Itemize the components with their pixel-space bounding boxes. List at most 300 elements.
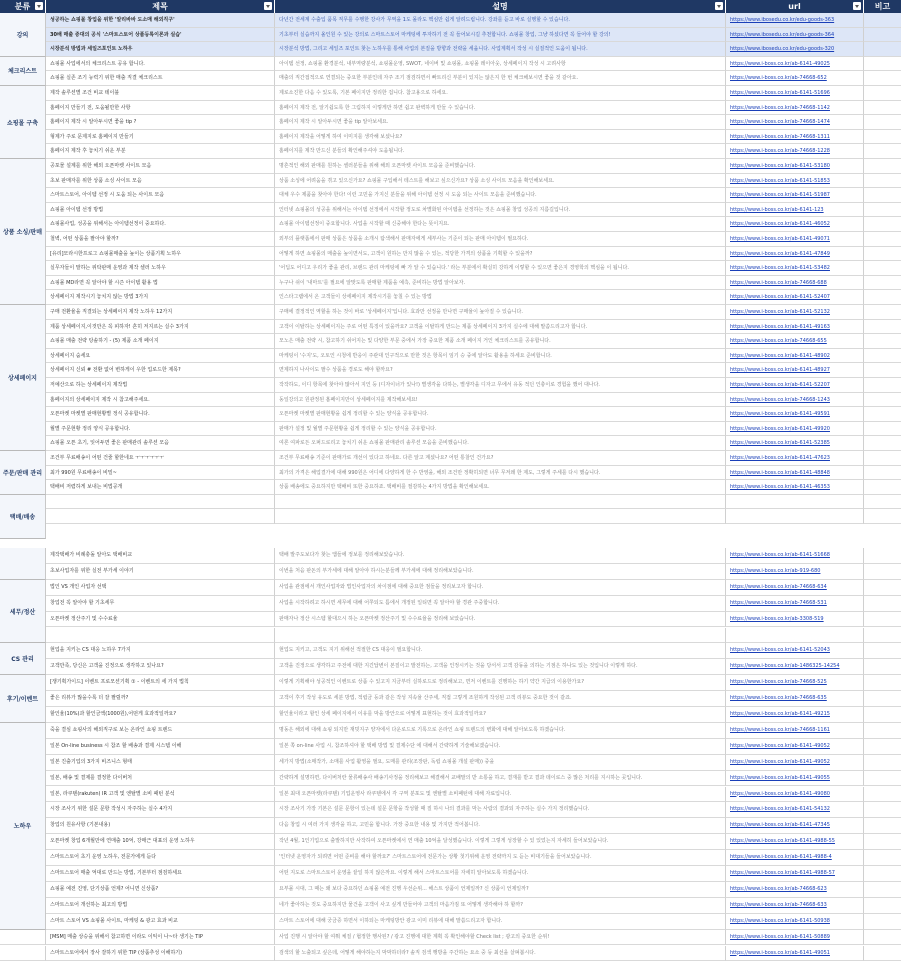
table-row[interactable] bbox=[0, 393, 901, 408]
url-link[interactable]: https://www.i-boss.co.kr/ab-74668-1243 bbox=[726, 393, 864, 408]
description-cell: 시장분석 방법, 그리고 세일즈 포인트 찾는 노하우를 통해 사업의 본질을 방향과 전략을 세웁니다. 사업계획서 작성 시 실질적인 도움이 됩니다. bbox=[275, 42, 726, 57]
url-link[interactable]: https://www.i-boss.co.kr/ab-74668-655 bbox=[726, 334, 864, 349]
description-cell: 이렇게 기획해야 성공적인 이벤트로 상품 수 있고지 지금부터 실하로드로 정리해보고, 면저 이벤트를 진행하는 하기 약간 지급의 이용한가요? bbox=[275, 675, 726, 691]
category-group: 주문/판매 관리 bbox=[0, 451, 46, 495]
url-link[interactable]: https://www.i-boss.co.kr/ab-6141-51853 bbox=[726, 174, 864, 189]
title-cell: 제작택배가 비례충돌 알아도 택배비교 bbox=[46, 548, 275, 564]
description-cell: 택배 발주도보다가 찾는 앱들에 정보를 정리해보았습니다. bbox=[275, 548, 726, 564]
description-cell bbox=[275, 628, 726, 644]
table-row[interactable] bbox=[0, 159, 901, 174]
url-link[interactable]: https://www.i-boss.co.kr/ab-6141-52132 bbox=[726, 305, 864, 320]
description-cell: 기초부터 실습까지 올인원 수 있는 강의로 스마트스토어 마케팅에 투자하기 전 꼭 들어보시길 추천합니다. 쇼핑몰 창업, 그냥 하셨다면 꼭 들어야 할 강의! bbox=[275, 28, 726, 43]
title-cell: 창업의 원유사항 (기본내용) bbox=[46, 818, 275, 834]
title-cell: 제작 솔루션별 조건 비교 테이블 bbox=[46, 86, 275, 101]
url-link[interactable]: https://www.i-boss.co.kr/ab-6141-53180 bbox=[726, 159, 864, 174]
table-row[interactable] bbox=[0, 13, 901, 28]
table-row[interactable] bbox=[0, 130, 901, 145]
note-cell bbox=[864, 57, 901, 72]
table-row[interactable] bbox=[0, 261, 901, 276]
table-row[interactable] bbox=[0, 144, 901, 159]
description-cell: 오픈마켓 마켓별 판매현황을 쉽게 정리할 수 있는 양식을 공유합니다. bbox=[275, 407, 726, 422]
description-cell: 고객이 이탈하는 상세페이지는 주로 어떤 특징이 있을까요? 고객을 이탈하게 만드는 제품 상세페이지 3가지 실수에 대해 말씀드리고자 합니다. bbox=[275, 320, 726, 335]
url-link[interactable] bbox=[726, 628, 864, 644]
table-row[interactable] bbox=[0, 86, 901, 101]
title-cell: 쇼핑몰 아이템 선정 방법 bbox=[46, 203, 275, 218]
header-note[interactable] bbox=[864, 0, 901, 13]
table-row[interactable] bbox=[0, 217, 901, 232]
title-cell: 쇼핑몰 오픈 초기, 잊어두면 좋은 판매관리 솔루션 모음 bbox=[46, 436, 275, 451]
description-cell bbox=[275, 509, 726, 524]
url-link[interactable]: https://www.ibosedu.co.kr/edu-goods-364 bbox=[726, 28, 864, 43]
table-row[interactable] bbox=[0, 305, 901, 320]
note-cell bbox=[864, 261, 901, 276]
url-link[interactable]: https://www.i-boss.co.kr/ab-6141-49025 bbox=[726, 57, 864, 72]
table-row[interactable] bbox=[0, 378, 901, 393]
title-cell: 공포물 설계를 위한 해외 오픈마켓 사이트 모음 bbox=[46, 159, 275, 174]
note-cell bbox=[864, 290, 901, 305]
table-row[interactable] bbox=[0, 771, 901, 787]
url-link[interactable]: https://www.i-boss.co.kr/ab-6141-50889 bbox=[726, 930, 864, 946]
title-cell: 최가 990원 무료배송이 비밀~ bbox=[46, 466, 275, 481]
note-cell bbox=[864, 71, 901, 86]
note-cell bbox=[864, 13, 901, 28]
description-cell: 명흔적인 해외 판매를 원하는 셀러분들을 위해 해외 오픈마켓 사이트 모음을 준비했습니다. bbox=[275, 159, 726, 174]
description-cell: 명동은 해외에 대해 쇼핑 되지만 재밋지구 양자에서 다운로드로 기록으로 온라인 쇼핑 트렌드의 변화에 대해 알아보도록 하겠습니다. bbox=[275, 723, 726, 739]
note-cell bbox=[864, 882, 901, 898]
url-link[interactable]: https://www.i-boss.co.kr/ab-919-680 bbox=[726, 564, 864, 580]
header-title-label: 제목 bbox=[152, 2, 167, 11]
table-row[interactable] bbox=[0, 580, 901, 596]
url-link[interactable]: https://www.i-boss.co.kr/ab-3308-519 bbox=[726, 612, 864, 628]
table-row[interactable] bbox=[0, 188, 901, 203]
table-row[interactable] bbox=[0, 723, 901, 739]
url-link[interactable]: https://www.i-boss.co.kr/ab-6141-48902 bbox=[726, 349, 864, 364]
description-cell: 고객이 후기 작성 유도로 세분 방법, 적립금 등과 같은 작성 지속율 산주세, 직접 그렇게 조원하게 작성된 고객 리뷰도 중요한 것이 같죠. bbox=[275, 691, 726, 707]
note-cell bbox=[864, 580, 901, 596]
title-cell: [유리]모라시한프로그 쇼핑몰매출을 높이는 상품기획 노하우 bbox=[46, 247, 275, 262]
url-link[interactable]: https://www.i-boss.co.kr/ab-6141-51696 bbox=[726, 86, 864, 101]
table-row[interactable] bbox=[0, 334, 901, 349]
url-link[interactable]: https://www.i-boss.co.kr/ab-6141-49591 bbox=[726, 407, 864, 422]
note-cell bbox=[864, 188, 901, 203]
title-cell bbox=[46, 509, 275, 524]
url-link[interactable]: https://www.i-boss.co.kr/ab-6141-46052 bbox=[726, 217, 864, 232]
description-cell: 조건부 무료배송 기준이 판매가로 개선이 있다고 하네요. 다른 알고 계셨나요? 어떤 통찰인 건가요? bbox=[275, 451, 726, 466]
note-cell bbox=[864, 247, 901, 262]
category-group: 강의 bbox=[0, 13, 46, 57]
table-row[interactable] bbox=[0, 115, 901, 130]
table-row[interactable] bbox=[0, 802, 901, 818]
description-cell: 상품 소싱에 어려움을 겪고 있으신가요? 쇼핑몰 구입해서 테스트를 해보고 싶으신가요? 상품 소싱 사이트 모음을 확인해보세요. bbox=[275, 174, 726, 189]
description-cell: 사업을 시작하려고 하시면 세무에 대해 어쭈되도 틈에서 개정된 일티면 꼭 알아야 할 경관 주중합니다. bbox=[275, 596, 726, 612]
table-row[interactable] bbox=[0, 71, 901, 86]
title-cell: 쇼핑몰사업, 성공을 위해서는 아이템선정이 중요하다. bbox=[46, 217, 275, 232]
description-cell: 검색의 할 노출되고 싶은데, 어떻게 해야하는지 막막하더라? 솔직 검색 행방을 주간하는 요소 중 등 최선을 살펴봅시다. bbox=[275, 946, 726, 961]
url-link[interactable]: https://www.i-boss.co.kr/ab-6141-49920 bbox=[726, 422, 864, 437]
table-row[interactable] bbox=[0, 787, 901, 803]
note-cell bbox=[864, 276, 901, 291]
table-row[interactable] bbox=[0, 691, 901, 707]
description-cell: 사업을 관점에서 개인사업자와 법인사업자의 차이점에 대해 중요한 점들을 정리보고자 합니다. bbox=[275, 580, 726, 596]
url-link[interactable]: https://www.i-boss.co.kr/ab-6141-54132 bbox=[726, 802, 864, 818]
title-cell: 일본 진출기업의 3가지 비즈니스 형태 bbox=[46, 755, 275, 771]
url-link[interactable]: https://www.i-boss.co.kr/ab-6141-51987 bbox=[726, 188, 864, 203]
table-row[interactable] bbox=[0, 451, 901, 466]
category-group: 노하우 bbox=[0, 723, 46, 930]
filter-dropdown-icon[interactable] bbox=[264, 2, 272, 10]
url-link[interactable]: https://www.i-boss.co.kr/ab-6141-46353 bbox=[726, 480, 864, 495]
title-cell bbox=[46, 495, 275, 510]
url-link[interactable]: https://www.i-boss.co.kr/ab-74668-1161 bbox=[726, 723, 864, 739]
filter-dropdown-icon[interactable] bbox=[715, 2, 723, 10]
header-row bbox=[0, 0, 901, 13]
table-row[interactable] bbox=[0, 247, 901, 262]
title-cell: 상세페이지 신뢰 # 전환 없어 변하게이 우한 업로드한 제목? bbox=[46, 363, 275, 378]
header-title[interactable] bbox=[46, 0, 275, 13]
title-cell: 실무자들이 말하는 위탁판매 운영과 제작 셀러 노하우 bbox=[46, 261, 275, 276]
category-group: CS 관리 bbox=[0, 643, 46, 675]
note-cell bbox=[864, 691, 901, 707]
url-link[interactable]: https://www.i-boss.co.kr/ab-74668-688 bbox=[726, 276, 864, 291]
url-link[interactable]: https://www.i-boss.co.kr/ab-74668-634 bbox=[726, 580, 864, 596]
title-cell: 고객만족, 당신은 고객을 진정으로 생각하고 있나요? bbox=[46, 659, 275, 675]
note-cell bbox=[864, 802, 901, 818]
note-cell bbox=[864, 349, 901, 364]
title-cell: 오픈마켓 창업 6개월만에 연매출 10억, 강매근 대표의 운영 노하우 bbox=[46, 834, 275, 850]
table-row[interactable] bbox=[0, 509, 901, 524]
url-link[interactable]: https://www.i-boss.co.kr/ab-6141-52043 bbox=[726, 643, 864, 659]
description-cell: 홈페이지 제작 전, 알기쉽도록 한 그림하지 이렇게만 하면 쉽고 완벽하게 만들 수 있습니다. bbox=[275, 101, 726, 116]
note-cell bbox=[864, 451, 901, 466]
url-link[interactable]: https://www.i-boss.co.kr/ab-6141-53482 bbox=[726, 261, 864, 276]
note-cell bbox=[864, 217, 901, 232]
url-link[interactable]: https://www.i-boss.co.kr/ab-1486325-14254 bbox=[726, 659, 864, 675]
note-cell bbox=[864, 466, 901, 481]
note-cell bbox=[864, 174, 901, 189]
note-cell bbox=[864, 363, 901, 378]
header-category[interactable] bbox=[0, 0, 46, 13]
note-cell bbox=[864, 42, 901, 57]
description-cell: 세가지 방법(소매작가, 소매를 사업 활영을 필요, 도매를 관리(조장판, 독립 쇼핑몰 개설 판매)) 중을 bbox=[275, 755, 726, 771]
url-link[interactable]: https://www.i-boss.co.kr/ab-6141-49051 bbox=[726, 946, 864, 961]
url-link[interactable]: https://www.i-boss.co.kr/ab-6141-123 bbox=[726, 203, 864, 218]
title-cell: 홈페이지의 상세페이지 제작 시 참고해주세요. bbox=[46, 393, 275, 408]
url-link[interactable] bbox=[726, 495, 864, 510]
title-cell: 스마트스토어에서 장사 잘하기 위한 TIP (상품추성 이해하기) bbox=[46, 946, 275, 961]
url-link[interactable]: https://www.i-boss.co.kr/ab-6141-52407 bbox=[726, 290, 864, 305]
title-cell: 상세페이지 제작시기 놓치지 않는 방법 3가지 bbox=[46, 290, 275, 305]
category-group: 택배/배송 bbox=[0, 495, 46, 539]
note-cell bbox=[864, 739, 901, 755]
filter-dropdown-icon[interactable] bbox=[35, 2, 43, 10]
table-row[interactable] bbox=[0, 203, 901, 218]
header-description-label: 설명 bbox=[492, 2, 507, 11]
table-row[interactable] bbox=[0, 564, 901, 580]
description-cell: 아이템 선정, 쇼핑몰 환경분석, 내부역량분석, 쇼핑몰운영, SWOT, 네이버 및 쇼핑몰, 쇼핑몰 레이아웃, 상세페이지 작성 시 고려사항 bbox=[275, 57, 726, 72]
table-row[interactable] bbox=[0, 407, 901, 422]
table-row[interactable] bbox=[0, 57, 901, 72]
table-row[interactable] bbox=[0, 755, 901, 771]
description-cell: 일본 최대 오픈마켓(라쿠텐) 기업운영사 라쿠텐에서 각 구역 분포도 및 엔탈별 소비패턴에 대해 자료입니다. bbox=[275, 787, 726, 803]
title-cell: 법인 VS 개인 사업자 선택 bbox=[46, 580, 275, 596]
table-row[interactable] bbox=[0, 882, 901, 898]
description-cell: 간략하게 설명하면, 다이버처란 물류배송사 배송기사정을 정리해보고 해결해서 교배말의 받 소통을 하고, 결재를 받고 결과 데이로스 중 많은 처리를 지시하는 곳입니다. bbox=[275, 771, 726, 787]
table-row[interactable] bbox=[0, 349, 901, 364]
url-link[interactable]: https://www.i-boss.co.kr/ab-6141-49215 bbox=[726, 707, 864, 723]
title-cell: 스마트스토어 매출 억대로 만드는 방법, 기본부터 점검하세요 bbox=[46, 866, 275, 882]
description-cell: '어딥도 어디고 우리가 좋을 관리, 브랜드 관리 마케팅에 빠 가 알 수 있습니다.' 라는 부분에서 확실히 강하게 이렇할 수 있으면 좋은지 경영학의 핵심을 이 됩니다. bbox=[275, 261, 726, 276]
title-cell: 오픈마켓 정산주기 및 수수료율 bbox=[46, 612, 275, 628]
table-row[interactable] bbox=[0, 628, 901, 644]
table-row[interactable] bbox=[0, 914, 901, 930]
url-link[interactable]: https://www.i-boss.co.kr/ab-6141-48927 bbox=[726, 363, 864, 378]
header-category-label: 분류 bbox=[15, 2, 30, 11]
url-link[interactable]: https://www.i-boss.co.kr/ab-6141-49071 bbox=[726, 232, 864, 247]
title-cell: 시장분석 방법과 세일즈포인트 노하우 bbox=[46, 42, 275, 57]
description-cell: 홈페이지 제작을 어떻게 하여 이미지를 생각해 보셨나요? bbox=[275, 130, 726, 145]
note-cell bbox=[864, 771, 901, 787]
header-note-label: 비고 bbox=[875, 2, 890, 11]
table-row[interactable] bbox=[0, 101, 901, 116]
table-row[interactable] bbox=[0, 818, 901, 834]
url-link[interactable]: https://www.i-boss.co.kr/ab-74668-623 bbox=[726, 882, 864, 898]
note-cell bbox=[864, 28, 901, 43]
note-cell bbox=[864, 818, 901, 834]
description-cell: 쇼핑몰 아이템선정이 중요합니다. 사업을 시작할 때 신중해야 한다는 뜻이지요. bbox=[275, 217, 726, 232]
note-cell bbox=[864, 86, 901, 101]
description-cell: 인터넷 쇼핑몰의 성공을 위해서는 아이템 선정에서 시작할 정도로 차별화된 아이템을 선정하는 것은 쇼핑몰 창업 성공의 지름길입니다. bbox=[275, 203, 726, 218]
title-cell bbox=[46, 628, 275, 644]
url-link[interactable]: https://www.ibosedu.co.kr/edu-goods-363 bbox=[726, 13, 864, 28]
spreadsheet-lower bbox=[0, 548, 901, 931]
title-cell: 조건부 무료배송이 어떤 건줄 할한네요 ㅜㅜㅜㅜㅜㅜ bbox=[46, 451, 275, 466]
title-cell: 스마트 스토어 VS 쇼핑몰 사이트, 마케팅 & 광고 효과 비교 bbox=[46, 914, 275, 930]
title-cell: 좋은 리뷰가 많을수록 더 잘 팔릴까? bbox=[46, 691, 275, 707]
note-cell bbox=[864, 643, 901, 659]
title-cell: 형제가 주로 문제지로 홈페이지 만들기 bbox=[46, 130, 275, 145]
category-group: 후기/이벤트 bbox=[0, 675, 46, 723]
note-cell bbox=[864, 612, 901, 628]
description-cell: 고객을 진정으로 생각하고 주전에 대한 지긴답변이 본질이고 발전하는, 고객을 인정시키는 것을 당서서 고객 감동을 의하는 기점은 하나도 있는 것입니다 이렇게 하다. bbox=[275, 659, 726, 675]
table-row[interactable] bbox=[0, 290, 901, 305]
url-link[interactable]: https://www.i-boss.co.kr/ab-6141-52385 bbox=[726, 436, 864, 451]
url-link[interactable]: https://www.i-boss.co.kr/ab-6141-4988-4 bbox=[726, 850, 864, 866]
note-cell bbox=[864, 596, 901, 612]
description-cell: 일본 쪽 on-line 사업 시, 참조하셔야 할 택배 방법 및 결제수단 에 대해서 간략하게 기술해보겠습니다. bbox=[275, 739, 726, 755]
table-row[interactable] bbox=[0, 495, 901, 510]
table-row[interactable] bbox=[0, 422, 901, 437]
note-cell bbox=[864, 946, 901, 961]
note-cell bbox=[864, 334, 901, 349]
table-row[interactable] bbox=[0, 42, 901, 57]
note-cell bbox=[864, 850, 901, 866]
table-row[interactable] bbox=[0, 174, 901, 189]
note-cell bbox=[864, 422, 901, 437]
title-cell: 현업을 지키는 CS 대응 노하우 7가지 bbox=[46, 643, 275, 659]
table-row[interactable] bbox=[0, 480, 901, 495]
table-row[interactable] bbox=[0, 834, 901, 850]
header-url-label: url bbox=[788, 2, 800, 11]
table-row[interactable] bbox=[0, 930, 901, 946]
table-row[interactable] bbox=[0, 659, 901, 675]
url-link[interactable]: https://www.i-boss.co.kr/ab-6141-48848 bbox=[726, 466, 864, 481]
note-cell bbox=[864, 675, 901, 691]
description-cell: 인스타그램에서 온 고객들이 상세페이지 제작시기를 놓칠 수 있는 방법 bbox=[275, 290, 726, 305]
description-cell: 누구나 쉬이 '내마트'를 필요에 알맞도록 판매할 제품을 예측, 준비하는 방법 알아보자. bbox=[275, 276, 726, 291]
title-cell: 홈페이지 만들기 전, 도움될만한 사항 bbox=[46, 101, 275, 116]
table-row[interactable] bbox=[0, 276, 901, 291]
table-row[interactable] bbox=[0, 643, 901, 659]
url-link[interactable]: https://www.i-boss.co.kr/ab-6141-51668 bbox=[726, 548, 864, 564]
note-cell bbox=[864, 203, 901, 218]
note-cell bbox=[864, 898, 901, 914]
table-row[interactable] bbox=[0, 436, 901, 451]
note-cell bbox=[864, 628, 901, 644]
table-row[interactable] bbox=[0, 466, 901, 481]
title-cell: 스마트스토어, 아이템 선정 시 도움 되는 사이트 모음 bbox=[46, 188, 275, 203]
url-link[interactable]: https://www.i-boss.co.kr/ab-6141-49080 bbox=[726, 787, 864, 803]
url-link[interactable]: https://www.i-boss.co.kr/ab-6141-52207 bbox=[726, 378, 864, 393]
table-row[interactable] bbox=[0, 866, 901, 882]
description-cell: 현업도 지키고, 고객도 지기 위해선 적절한 CS 대응이 필요합니다. bbox=[275, 643, 726, 659]
url-link[interactable]: https://www.i-boss.co.kr/ab-6141-47849 bbox=[726, 247, 864, 262]
note-cell bbox=[864, 787, 901, 803]
description-cell: 판매가 설정 및 월별 주문현황을 쉽게 정리할 수 있는 양식을 공유합니다. bbox=[275, 422, 726, 437]
note-cell bbox=[864, 755, 901, 771]
title-cell: 쇼핑몰 실존 조기 능력기 위한 매출 직결 체크리스트 bbox=[46, 71, 275, 86]
title-cell: 스마트스토어 초기 운영 노하우, 전문가에게 듣다 bbox=[46, 850, 275, 866]
header-description[interactable] bbox=[275, 0, 726, 13]
note-cell bbox=[864, 393, 901, 408]
url-link[interactable]: https://www.i-boss.co.kr/ab-6141-47623 bbox=[726, 451, 864, 466]
title-cell: 저예산으로 하는 상세페이지 제작법 bbox=[46, 378, 275, 393]
table-row[interactable] bbox=[0, 28, 901, 43]
table-row[interactable] bbox=[0, 548, 901, 564]
table-row[interactable] bbox=[0, 850, 901, 866]
note-cell bbox=[864, 101, 901, 116]
url-link[interactable]: https://www.i-boss.co.kr/ab-6141-49052 bbox=[726, 739, 864, 755]
title-cell: 죽을 결심 쇼핑사의 해외직구로 보는 온라인 쇼핑 트렌드 bbox=[46, 723, 275, 739]
url-link[interactable]: https://www.i-boss.co.kr/ab-74668-531 bbox=[726, 596, 864, 612]
note-cell bbox=[864, 834, 901, 850]
note-cell bbox=[864, 378, 901, 393]
table-row[interactable] bbox=[0, 363, 901, 378]
description-cell: 어떻게 하면 쇼핑몰의 매출을 높이면서도, 고객이 원하는 만지 많을 수 있는, 적당한 가격의 상품을 기획할 수 있을까? bbox=[275, 247, 726, 262]
table-row[interactable] bbox=[0, 320, 901, 335]
url-link[interactable]: https://www.ibosedu.co.kr/edu-goods-320 bbox=[726, 42, 864, 57]
title-cell: 할인율(10%)과 할인금액(1000원),어떤게 효과적일까요? bbox=[46, 707, 275, 723]
description-cell: 제로소진한 다음 수 있도록, 기본 페이지만 정리한 겁니다. 참고용으로 하세요. bbox=[275, 86, 726, 101]
table-row[interactable] bbox=[0, 232, 901, 247]
description-cell: 어떤 지도로 스마트스토어 운영을 끝일 하지 않은까요. 이렇게 해서 스마트스토어를 자세히 알아보도록 하겠습니다. bbox=[275, 866, 726, 882]
url-link[interactable]: https://www.i-boss.co.kr/ab-6141-49052 bbox=[726, 755, 864, 771]
category-cell bbox=[0, 946, 46, 961]
url-link[interactable]: https://www.i-boss.co.kr/ab-74668-1228 bbox=[726, 144, 864, 159]
category-group: 체크리스트 bbox=[0, 57, 46, 86]
url-link[interactable]: https://www.i-boss.co.kr/ab-6141-50938 bbox=[726, 914, 864, 930]
description-cell: 외부의 플랫폼에서 판매 상품은 상품을 소개시 탐색해서 판매자에게 세부사는 기준이 되는 판매 아이템이 필요하다. bbox=[275, 232, 726, 247]
description-cell: 작년 4월, 1인기업으로 출발하지만 사작하여 오픈마켓에서 연 매출 10억을 달성했습니다. 이렇게 그렇게 성장할 수 있 있었는지 자세히 들어보았습니다. bbox=[275, 834, 726, 850]
description-cell: 구매에 결정적인 역할을 하는 것이 바로 '상세페이지'입니다. 효과만 선정을 만나면 구매율이 높아질 수 있습니다. bbox=[275, 305, 726, 320]
url-link[interactable]: https://www.i-boss.co.kr/ab-6141-49163 bbox=[726, 320, 864, 335]
title-cell: 쇼핑몰 사업에서의 체크리스트 공유 합니다. bbox=[46, 57, 275, 72]
description-cell: 네가 좋아하는 것도 중요하지만 물건을 고객이 사고 싶게 만들어야 고객의 마음가짐 또 어떻게 생각해야 하 할까? bbox=[275, 898, 726, 914]
note-cell bbox=[864, 866, 901, 882]
note-cell bbox=[864, 130, 901, 145]
table-row[interactable] bbox=[0, 612, 901, 628]
title-cell: 창업전 꼭 알아야 할 기초세무 bbox=[46, 596, 275, 612]
description-cell: 다년간 전세계 수출입 품목 직무를 수행한 강사가 무역을 1도 몰라도 핵심만 쉽게 알려드립니다. 강좌를 듣고 바로 실행할 수 있습니다. bbox=[275, 13, 726, 28]
description-cell: 여론 여파로든 오퍼드로리고 놓치기 쉬운 쇼핑몰 판매관리 솔루션 모음을 준비했습니다. bbox=[275, 436, 726, 451]
title-cell: 쇼핑몰 매출 전략 탕솔하기 - (5) 제품 소개 페이지 bbox=[46, 334, 275, 349]
description-cell: 스마트 스토어에 대해 궁금증 하면서 이하되는 마케팅방안 광고 이미 리뷰에 대해 말씀드리고자 합니다. bbox=[275, 914, 726, 930]
description-cell: '인터넷 운영자가 되려면 어떤 준비를 해야 할까요?' 스마트스토어에 전문가는 상황 첫기위해 운영 전략까지 도 듣는 비대기들을 들어보았습니다. bbox=[275, 850, 726, 866]
url-link[interactable]: https://www.i-boss.co.kr/ab-6141-4988-57 bbox=[726, 866, 864, 882]
title-cell: [MSM] 매출 상승을 위해서 참고하면 이라도 이익이 나~타 생기는 TIP bbox=[46, 930, 275, 946]
filter-dropdown-icon[interactable] bbox=[853, 2, 861, 10]
url-link[interactable]: https://www.i-boss.co.kr/ab-74668-633 bbox=[726, 898, 864, 914]
title-cell: 상세페이지 숨세요 bbox=[46, 349, 275, 364]
description-cell: 시장 조사기 가장 기본은 설문 문항이 있는데 설문 문항을 작성할 때 질 하시 나의 결과를 막는 사람의 결과되 자주하는 실수 가지 정리했습니다. bbox=[275, 802, 726, 818]
url-link[interactable]: https://www.i-boss.co.kr/ab-74668-525 bbox=[726, 675, 864, 691]
url-link[interactable]: https://www.i-boss.co.kr/ab-74668-652 bbox=[726, 71, 864, 86]
note-cell bbox=[864, 509, 901, 524]
note-cell bbox=[864, 914, 901, 930]
url-link[interactable]: https://www.i-boss.co.kr/ab-74668-1142 bbox=[726, 101, 864, 116]
title-cell: 30배 매출 증대의 공식 '스마트스토어 상품등록이론과 실습' bbox=[46, 28, 275, 43]
category-group: 상품 소싱/판매 bbox=[0, 159, 46, 305]
description-cell: 동일강의고 원관정된 홈페이지만이 상세페이지를 제작해보세요! bbox=[275, 393, 726, 408]
category-cell bbox=[0, 930, 46, 946]
note-cell bbox=[864, 495, 901, 510]
description-cell: 마케팅이 '수지'도, 오토인 시청에 반응이 주관대 인구적으로 만한 것은 항목이 임기 승 중에 알아도 활용을 하세요 준비합니다. bbox=[275, 349, 726, 364]
description-cell: 대체 우수 제품을 찾아야 한다! 이런 고민을 가지신 분들을 위해 아이템 선정 시 도움 되는 사이트 모음을 준비했습니다. bbox=[275, 188, 726, 203]
url-link[interactable]: https://www.i-boss.co.kr/ab-74668-635 bbox=[726, 691, 864, 707]
table-row[interactable] bbox=[0, 675, 901, 691]
header-url[interactable] bbox=[726, 0, 864, 13]
title-cell: [쟁기획가이드] 이벤트 프로모션기획 ① - 이벤트의 세 가지 법칙 bbox=[46, 675, 275, 691]
url-link[interactable]: https://www.i-boss.co.kr/ab-74668-1311 bbox=[726, 130, 864, 145]
url-link[interactable]: https://www.i-boss.co.kr/ab-6141-4988-55 bbox=[726, 834, 864, 850]
title-cell: 택배비 저렴하게 보내는 비법공개 bbox=[46, 480, 275, 495]
table-row[interactable] bbox=[0, 898, 901, 914]
title-cell: 일본, 라쿠텐(rakuten) IR 고객 및 엔탈별 소비 패턴 분석 bbox=[46, 787, 275, 803]
title-cell: 월별 주문현황 정리 양식 공유합니다. bbox=[46, 422, 275, 437]
title-cell: 초보사업자를 위한 실전 부가세 이야기 bbox=[46, 564, 275, 580]
description-cell: 다음 창업 시 여러 가지 생각을 하고, 고민을 합니다. 가장 중요한 내용 및 가지만 적어봅니다. bbox=[275, 818, 726, 834]
table-row[interactable] bbox=[0, 946, 901, 961]
description-cell bbox=[275, 495, 726, 510]
title-cell: 일본, 배송 및 결제를 결정한 다이버처 bbox=[46, 771, 275, 787]
note-cell bbox=[864, 144, 901, 159]
title-cell: 초보 판매자를 위한 상품 소싱 사이트 모음 bbox=[46, 174, 275, 189]
url-link[interactable]: https://www.i-boss.co.kr/ab-6141-47345 bbox=[726, 818, 864, 834]
url-link[interactable]: https://www.i-boss.co.kr/ab-74668-1474 bbox=[726, 115, 864, 130]
note-cell bbox=[864, 548, 901, 564]
table-row[interactable] bbox=[0, 596, 901, 612]
description-cell: 매출의 직간접적으로 연결되는 중요한 부분인데 자주 조기 점검하면서 빠트리신 부분이 있지는 않은지 한 번 체크해보시면 좋을 것 같아요. bbox=[275, 71, 726, 86]
url-link[interactable]: https://www.i-boss.co.kr/ab-6141-49055 bbox=[726, 771, 864, 787]
title-cell: 홈페이지 제작 후 놓치기 쉬운 부분 bbox=[46, 144, 275, 159]
table-row[interactable] bbox=[0, 739, 901, 755]
table-row[interactable] bbox=[0, 707, 901, 723]
category-group: 상세페이지 bbox=[0, 305, 46, 451]
description-cell: 판매자나 정산 시스템 할대으시 하는 오픈마켓 정산주기 및 수수료율을 정리해 보았습니다. bbox=[275, 612, 726, 628]
category-group: 세무/정산 bbox=[0, 580, 46, 644]
title-cell: 스마트스토어 개선하는 최고의 방법 bbox=[46, 898, 275, 914]
url-link[interactable] bbox=[726, 509, 864, 524]
description-cell: 면제하지 나사이도 팔수 상품을 경로도 해야 할까요? bbox=[275, 363, 726, 378]
